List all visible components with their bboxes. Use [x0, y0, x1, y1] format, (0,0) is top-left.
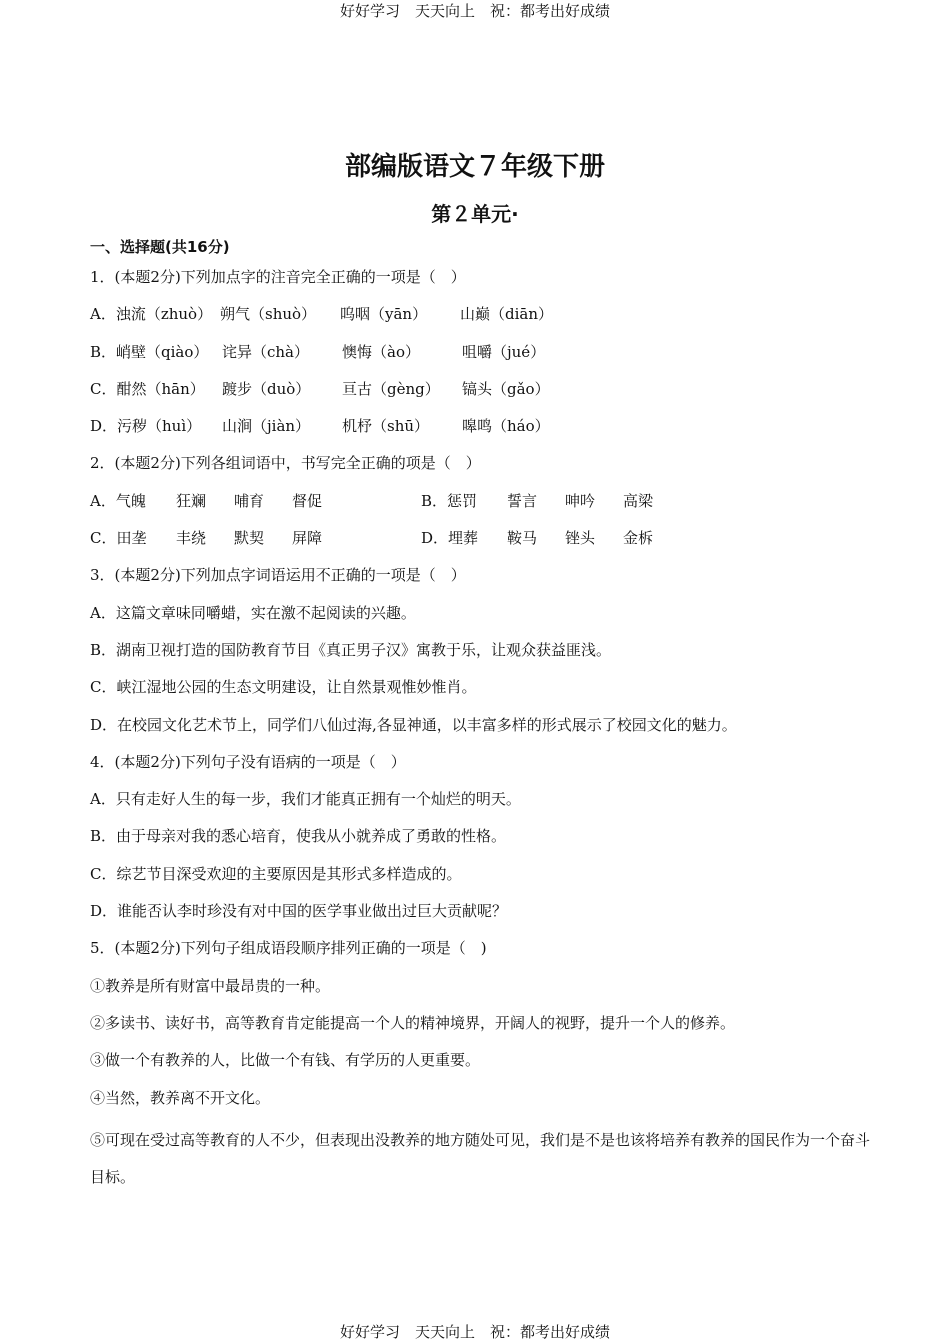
option-part: 诧异（chà）	[222, 342, 310, 361]
question-2-option-a	[90, 492, 350, 510]
option-part: D．埋葬	[421, 529, 479, 548]
option-part: 哺育	[234, 491, 265, 510]
option-part: 誓言	[507, 491, 538, 510]
question-3-option-b: B．湖南卫视打造的国防教育节目《真正男子汉》寓教于乐，让观众获益匪浅。	[90, 640, 612, 659]
option-part: 丰绕	[176, 529, 207, 548]
question-5-sentence-3: ③做一个有教养的人，比做一个有钱、有学历的人更重要。	[90, 1051, 481, 1070]
option-part: C．田垄	[90, 529, 147, 548]
option-part: 山巅（diān）	[460, 305, 554, 324]
option-part: A．气魄	[90, 491, 146, 510]
option-part: 呜咽（yān）	[340, 305, 428, 324]
option-part: 狂斓	[176, 491, 207, 510]
question-1-option-b	[90, 339, 870, 376]
question-5-sentence-2: ②多读书、读好书，高等教育肯定能提高一个人的精神境界，开阔人的视野，提升一个人的修养。	[90, 1013, 736, 1032]
option-part: 山涧（jiàn）	[222, 417, 311, 436]
option-part: A．浊流（zhuò）	[90, 305, 213, 324]
option-part: 屏障	[292, 529, 323, 548]
question-4-option-c: C．综艺节目深受欢迎的主要原因是其形式多样造成的。	[90, 864, 462, 883]
question-1-option-d	[90, 413, 870, 450]
option-part: B．峭壁（qiào）	[90, 342, 209, 361]
question-4-option-b: B．由于母亲对我的悉心培育，使我从小就养成了勇敢的性格。	[90, 827, 507, 846]
option-part: D．污秽（huì）	[90, 417, 202, 436]
option-part: B．惩罚	[421, 491, 478, 510]
exam-content	[90, 236, 870, 1196]
option-part: 金柝	[623, 529, 654, 548]
option-part: 督促	[292, 491, 323, 510]
question-2-option-b	[421, 488, 681, 514]
option-part: 亘古（gèng）	[342, 379, 440, 398]
question-3-stem: 3．(本题2分)下列加点字词语运用不正确的一项是（ ）	[90, 566, 466, 585]
question-2-options-ab	[90, 488, 870, 525]
option-part: 机杼（shū）	[342, 417, 430, 436]
question-4-stem: 4．(本题2分)下列句子没有语病的一项是（ ）	[90, 752, 406, 771]
option-part: 朔气（shuò）	[220, 305, 317, 324]
question-1-option-c	[90, 376, 870, 413]
footer-motto: 好好学习 天天向上 祝：都考出好成绩	[339, 1323, 610, 1341]
question-2-option-c	[90, 529, 350, 547]
section-heading: 一、选择题(共16分)	[90, 238, 230, 256]
option-part: 锉头	[565, 529, 596, 548]
option-part: 嗥鸣（háo）	[462, 417, 550, 436]
option-part: 懊悔（ào）	[342, 342, 420, 361]
question-2-stem: 2．(本题2分)下列各组词语中，书写完全正确的项是（ ）	[90, 454, 481, 473]
page-title: 部编版语文７年级下册	[344, 152, 605, 182]
unit-title: 第２单元·	[431, 202, 519, 226]
question-1-stem: 1．(本题2分)下列加点字的注音完全正确的一项是（ ）	[90, 268, 466, 286]
question-4-option-d: D．谁能否认李时珍没有对中国的医学事业做出过巨大贡献呢？	[90, 902, 508, 921]
option-part: C．酣然（hān）	[90, 379, 205, 398]
question-2-option-d	[421, 525, 681, 551]
question-5-sentence-1: ①教养是所有财富中最昂贵的一种。	[90, 976, 331, 995]
question-5-stem: 5．(本题2分)下列句子组成语段顺序排列正确的一项是（ )	[90, 939, 487, 958]
question-1-option-a	[90, 301, 870, 338]
question-3-option-d: D．在校园文化艺术节上，同学们八仙过海,各显神通，以丰富多样的形式展示了校园文化的魅力。	[90, 715, 737, 734]
question-5-sentence-4: ④当然，教养离不开文化。	[90, 1088, 271, 1107]
question-3-option-a: A．这篇文章味同嚼蜡，实在激不起阅读的兴趣。	[90, 603, 416, 622]
question-3-option-c: C．峡江湿地公园的生态文明建设，让自然景观惟妙惟肖。	[90, 678, 477, 697]
question-4-option-a: A．只有走好人生的每一步，我们才能真正拥有一个灿烂的明天。	[90, 790, 521, 809]
option-part: 踱步（duò）	[222, 379, 311, 398]
option-part: 鞍马	[507, 529, 538, 548]
option-part: 咀嚼（jué）	[462, 342, 546, 361]
header-motto: 好好学习 天天向上 祝：都考出好成绩	[339, 2, 610, 20]
option-part: 呻吟	[565, 491, 596, 510]
option-part: 镐头（gǎo）	[462, 379, 550, 398]
option-part: 高梁	[623, 491, 654, 510]
question-5-sentence-5: ⑤可现在受过高等教育的人不少，但表现出没教养的地方随处可见，我们是不是也该将培养有教养的国民作为一个奋斗目标。	[90, 1130, 871, 1187]
question-2-options-cd	[90, 525, 870, 562]
option-part: 默契	[234, 529, 265, 548]
